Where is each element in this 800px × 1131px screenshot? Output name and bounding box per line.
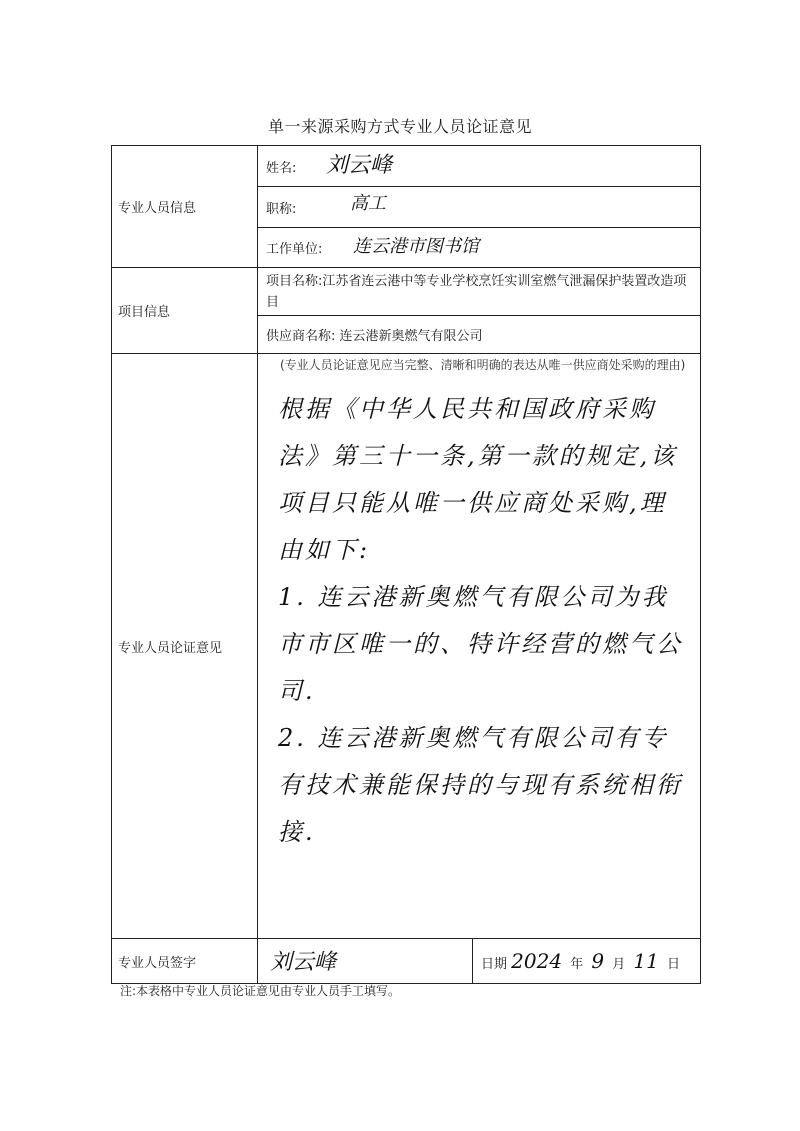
- month-unit: 月: [612, 957, 626, 972]
- name-label: 姓名:: [266, 160, 297, 176]
- footnote: 注:本表格中专业人员论证意见由专业人员手工填写。: [120, 984, 401, 998]
- year-unit: 年: [570, 957, 584, 972]
- handwritten-signature: 刘云峰: [270, 950, 337, 975]
- name-row: [258, 146, 701, 187]
- page-title: 单一来源采购方式专业人员论证意见: [267, 117, 532, 136]
- signature-cell: [258, 939, 473, 984]
- day-unit: 日: [666, 957, 680, 972]
- handwritten-day: 11: [633, 949, 659, 973]
- opinion-content: [258, 354, 701, 939]
- date-cell: [473, 939, 701, 984]
- handwritten-year: 2024: [511, 949, 563, 973]
- opinion-section-label: 专业人员论证意见: [112, 354, 258, 939]
- unit-row: [258, 228, 701, 268]
- project-info-section-label: 项目信息: [112, 268, 258, 354]
- handwritten-unit: 连云港市图书馆: [353, 236, 479, 257]
- opinion-paragraph: 根据《中华人民共和国政府采购法》第三十一条,第一款的规定,该项目只能从唯一供应商处采购,理由如下:: [278, 395, 678, 564]
- expert-info-section-label: 专业人员信息: [112, 146, 258, 268]
- project-name-field: 项目名称:江苏省连云港中等专业学校烹饪实训室燃气泄漏保护装置改造项目: [258, 268, 701, 316]
- supplier-field: 供应商名称: 连云港新奥燃气有限公司: [258, 316, 701, 354]
- handwritten-opinion: [268, 386, 690, 856]
- handwritten-month: 9: [591, 949, 605, 973]
- unit-label: 工作单位:: [266, 242, 323, 257]
- opinion-instruction: (专业人员论证意见应当完整、清晰和明确的表达从唯一供应商处采购的理由): [280, 358, 686, 372]
- opinion-paragraph: 1. 连云港新奥燃气有限公司为我市市区唯一的、特许经营的燃气公司.: [278, 583, 683, 705]
- opinion-form-table: [111, 145, 701, 984]
- title-label: 职称:: [266, 201, 297, 217]
- handwritten-title: 高工: [350, 193, 386, 214]
- handwritten-name: 刘云峰: [326, 153, 393, 178]
- opinion-paragraph: 2. 连云港新奥燃气有限公司有专有技术兼能保持的与现有系统相衔接.: [278, 724, 683, 846]
- signature-label: 专业人员签字: [112, 939, 258, 984]
- date-label: 日期: [481, 957, 508, 972]
- title-row: [258, 187, 701, 228]
